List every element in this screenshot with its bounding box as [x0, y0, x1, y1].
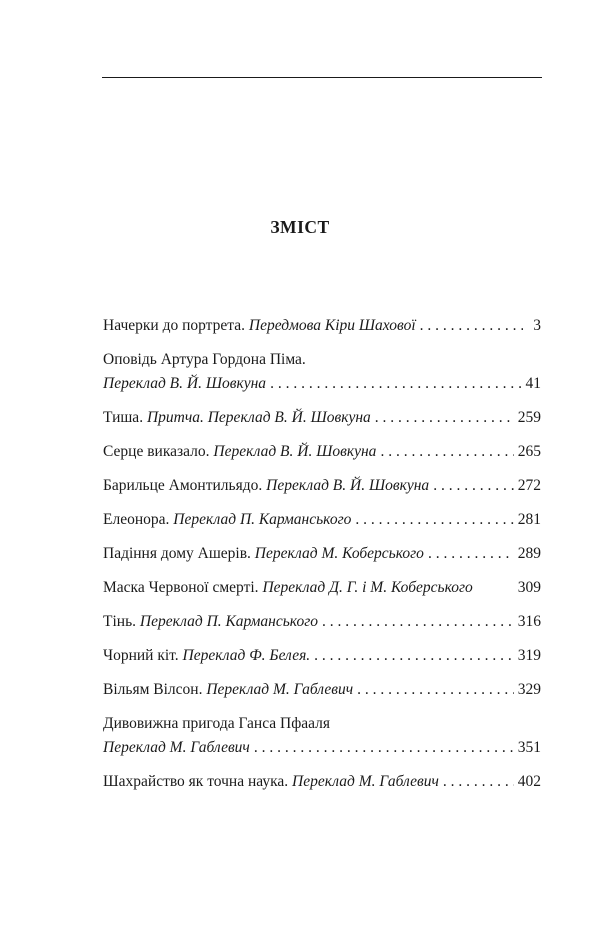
- entry-title: Чорний кіт.: [103, 647, 179, 664]
- entry-page: 41: [525, 375, 541, 392]
- table-of-contents: [103, 314, 541, 804]
- entry-page: 281: [517, 511, 541, 528]
- entry-translator: Передмова Кіри Шахової: [248, 317, 416, 334]
- entry-title: Маска Червоної смерті.: [103, 579, 259, 596]
- leader-dots: [254, 736, 514, 760]
- toc-entry[interactable]: [103, 348, 541, 396]
- leader-dots: [375, 406, 514, 430]
- entry-translator: Переклад В. Й. Шовкуна: [213, 443, 377, 460]
- leader-dots: [428, 542, 514, 566]
- entry-title: Падіння дому Ашерів.: [103, 545, 251, 562]
- entry-translator: Переклад Ф. Белея.: [182, 647, 311, 664]
- entry-title: Тінь.: [103, 613, 137, 630]
- leader-dots: [314, 644, 514, 668]
- entry-translator: Переклад М. Габлевич: [103, 739, 250, 756]
- entry-page: 259: [517, 409, 541, 426]
- toc-entry[interactable]: [103, 770, 541, 794]
- entry-translator: Переклад М. Габлевич: [206, 681, 354, 698]
- entry-page: 265: [517, 443, 541, 460]
- toc-entry[interactable]: [103, 314, 541, 338]
- entry-page: 319: [517, 647, 541, 664]
- toc-entry[interactable]: [103, 406, 541, 430]
- leader-dots: [357, 678, 514, 702]
- entry-title: Начерки до портрета.: [103, 317, 245, 334]
- header-rule: [102, 77, 542, 78]
- entry-page: 272: [517, 477, 541, 494]
- entry-page: 309: [517, 579, 541, 596]
- leader-dots: [355, 508, 513, 532]
- entry-title: Шахрайство як точна наука.: [103, 773, 289, 790]
- toc-entry[interactable]: [103, 678, 541, 702]
- leader-dots: [420, 314, 523, 338]
- entry-translator: Переклад В. Й. Шовкуна: [266, 477, 430, 494]
- entry-page: 329: [517, 681, 541, 698]
- toc-entry[interactable]: [103, 542, 541, 566]
- leader-dots: [380, 440, 513, 464]
- entry-translator: Притча. Переклад В. Й. Шовкуна: [146, 409, 371, 426]
- entry-translator: Переклад В. Й. Шовкуна: [103, 375, 267, 392]
- entry-title: Вільям Вілсон.: [103, 681, 203, 698]
- toc-entry[interactable]: [103, 576, 541, 600]
- toc-entry[interactable]: [103, 508, 541, 532]
- toc-entry[interactable]: [103, 474, 541, 498]
- toc-entry[interactable]: [103, 712, 541, 760]
- leader-dots: [433, 474, 514, 498]
- entry-page: 316: [517, 613, 541, 630]
- entry-translator: Переклад П. Карманського: [139, 613, 319, 630]
- entry-page: 3: [533, 317, 541, 334]
- entry-page: 289: [517, 545, 541, 562]
- toc-entry[interactable]: [103, 610, 541, 634]
- entry-page: 351: [517, 739, 541, 756]
- entry-translator: Переклад Д. Г. і М. Коберського: [262, 579, 473, 596]
- leader-dots: [443, 770, 514, 794]
- leader-dots: [322, 610, 514, 634]
- toc-entry[interactable]: [103, 440, 541, 464]
- leader-dots: [270, 372, 521, 396]
- entry-title: Серце виказало.: [103, 443, 210, 460]
- entry-page: 402: [517, 773, 541, 790]
- entry-title: Елеонора.: [103, 511, 170, 528]
- entry-title: Барильце Амонтильядо.: [103, 477, 263, 494]
- entry-title: Дивовижна пригода Ганса Пфааля: [103, 715, 331, 732]
- entry-title: Тиша.: [103, 409, 144, 426]
- entry-translator: Переклад П. Карманського: [173, 511, 352, 528]
- entry-translator: Переклад М. Коберського: [254, 545, 424, 562]
- entry-title: Оповідь Артура Гордона Піма.: [103, 351, 306, 368]
- toc-title: ЗМІСТ: [270, 217, 330, 237]
- entry-translator: Переклад М. Габлевич: [292, 773, 439, 790]
- toc-entry[interactable]: [103, 644, 541, 668]
